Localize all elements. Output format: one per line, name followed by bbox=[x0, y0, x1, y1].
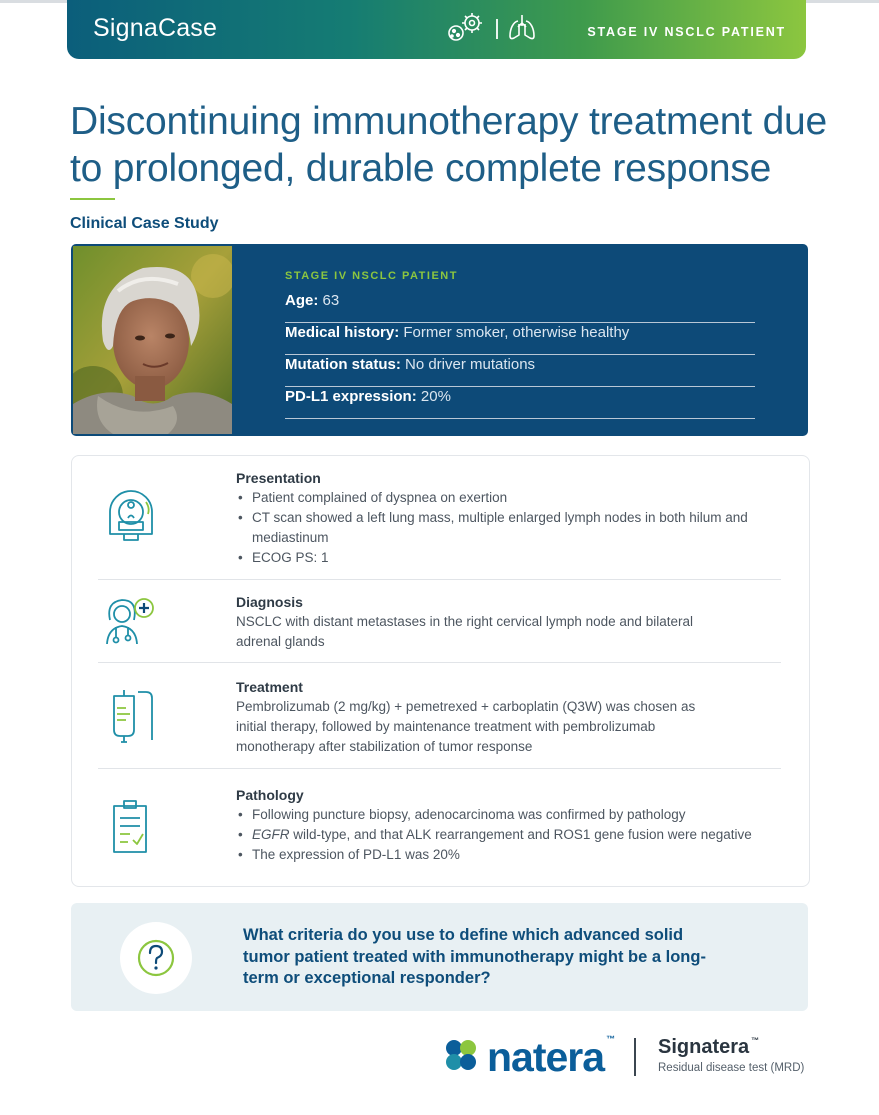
fact-label: Medical history: bbox=[285, 324, 400, 341]
patient-card-kicker: STAGE IV NSCLC PATIENT bbox=[285, 270, 458, 282]
signatera-tagline: Residual disease test (MRD) bbox=[658, 1062, 805, 1074]
clipboard-icon bbox=[102, 796, 160, 861]
natera-logo bbox=[443, 1035, 614, 1080]
signatera-logo: Signatera ™ bbox=[658, 1036, 760, 1058]
list-item: • Following puncture biopsy, adenocarcinoma was confirmed by pathology bbox=[236, 805, 776, 825]
banner-icons bbox=[445, 10, 537, 48]
natera-wordmark: natera ™ bbox=[487, 1034, 615, 1080]
question-text: What criteria do you use to define which advanced solid tumor patient treated with immunotherapy might be a long-term or exceptional responder? bbox=[243, 926, 706, 987]
treatment-text: Pembrolizumab (2 mg/kg) + pemetrexed + carboplatin (Q3W) was chosen as initial therapy, followed by maintenance treatment with pembrolizumab monotherapy after stabilization of tumor response bbox=[236, 699, 696, 754]
question-badge bbox=[120, 922, 192, 994]
natera-logo-mark-icon bbox=[443, 1037, 479, 1078]
section-title-treatment: Treatment bbox=[236, 679, 303, 695]
page-subtitle: Clinical Case Study bbox=[70, 215, 219, 232]
fact-value: Former smoker, otherwise healthy bbox=[403, 324, 630, 341]
pathology-list bbox=[236, 805, 776, 865]
banner-label: STAGE IV NSCLC PATIENT bbox=[587, 25, 786, 39]
question-callout bbox=[71, 903, 808, 1011]
case-details-box bbox=[71, 455, 810, 887]
fact-label: PD-L1 expression: bbox=[285, 388, 417, 405]
lungs-icon bbox=[507, 12, 537, 47]
fact-mutation-status bbox=[285, 356, 755, 387]
question-icon bbox=[120, 981, 192, 998]
gene-name: EGFR bbox=[252, 827, 290, 842]
section-title-pathology: Pathology bbox=[236, 787, 304, 803]
doctor-icon bbox=[102, 596, 160, 653]
fact-pdl1-expression bbox=[285, 388, 755, 419]
list-item: • Patient complained of dyspnea on exertion bbox=[236, 488, 776, 508]
presentation-list bbox=[236, 488, 776, 568]
section-divider bbox=[98, 768, 781, 769]
section-divider bbox=[98, 662, 781, 663]
fact-value: No driver mutations bbox=[405, 356, 536, 373]
fact-age bbox=[285, 292, 755, 323]
patient-photo bbox=[73, 246, 232, 434]
patient-card bbox=[71, 244, 808, 436]
iv-bag-icon bbox=[102, 684, 160, 749]
cells-gear-icon bbox=[445, 11, 487, 48]
page-title: Discontinuing immunotherapy treatment due to prolonged, durable complete response bbox=[70, 100, 828, 190]
list-item: • CT scan showed a left lung mass, multiple enlarged lymph nodes in both hilum and mediastinum bbox=[236, 508, 776, 548]
title-accent-rule bbox=[70, 198, 115, 200]
list-item-text: wild-type, and that ALK rearrangement and ROS1 gene fusion were negative bbox=[289, 827, 752, 842]
list-item bbox=[236, 825, 776, 845]
footer-separator bbox=[634, 1038, 636, 1076]
fact-value: 20% bbox=[420, 388, 451, 405]
section-title-presentation: Presentation bbox=[236, 470, 321, 486]
header-banner bbox=[67, 0, 806, 59]
fact-medical-history bbox=[285, 324, 755, 355]
banner-separator bbox=[496, 19, 498, 39]
section-title-diagnosis: Diagnosis bbox=[236, 594, 303, 610]
brand-name: SignaCase bbox=[93, 14, 218, 42]
list-item: • ECOG PS: 1 bbox=[236, 548, 776, 568]
fact-label: Age: bbox=[285, 292, 319, 309]
fact-value: 63 bbox=[322, 292, 340, 309]
section-divider bbox=[98, 579, 781, 580]
ct-scanner-icon bbox=[102, 488, 160, 553]
diagnosis-text: NSCLC with distant metastases in the right cervical lymph node and bilateral adrenal glands bbox=[236, 614, 693, 649]
list-item: • The expression of PD-L1 was 20% bbox=[236, 845, 776, 865]
fact-label: Mutation status: bbox=[285, 356, 401, 373]
